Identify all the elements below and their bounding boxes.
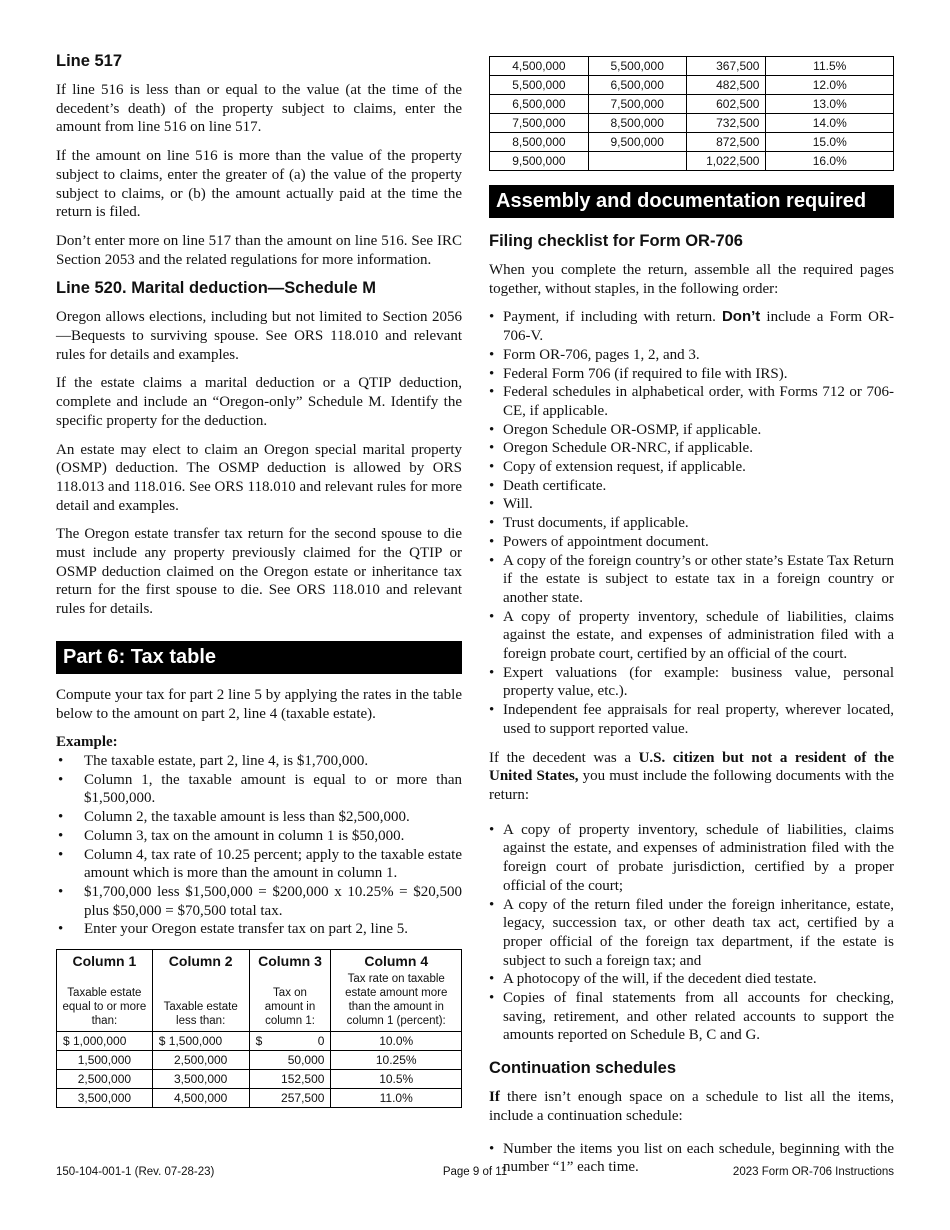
part-6-intro: Compute your tax for part 2 line 5 by applying the rates in the table below to the amount on part 2, line 4 (taxable estate). xyxy=(56,686,462,722)
table-row xyxy=(57,1051,462,1070)
column-1-subheader: Taxable estate equal to or more than: xyxy=(57,970,153,1032)
citizen-paragraph xyxy=(489,749,894,805)
right-column xyxy=(489,56,894,1187)
example-item: • Column 4, tax rate of 10.25 percent; apply to the taxable estate amount which is more than the amount in column 1. xyxy=(56,846,462,883)
tax-table-part-2 xyxy=(489,56,894,171)
form-number: 150-104-001-1 (Rev. 07-28-23) xyxy=(56,1166,215,1178)
list-item: • A copy of the foreign country’s or other state’s Estate Tax Return if the estate is subject to estate tax in a foreign country or another state. xyxy=(489,552,894,608)
line-520-heading: Line 520. Marital deduction—Schedule M xyxy=(56,279,376,298)
table-cell: 12.0% xyxy=(766,76,894,95)
table-row xyxy=(490,57,894,76)
example-label: Example: xyxy=(56,734,118,751)
list-item: • Powers of appointment document. xyxy=(489,533,894,552)
continuation-intro xyxy=(489,1088,894,1125)
table-row xyxy=(490,133,894,152)
table-cell: 16.0% xyxy=(766,152,894,171)
column-4-header: Column 4 xyxy=(331,950,462,971)
table-row xyxy=(490,76,894,95)
list-item: • Form OR-706, pages 1, 2, and 3. xyxy=(489,346,894,365)
list-item: • Death certificate. xyxy=(489,477,894,496)
table-cell: 50,000 xyxy=(249,1051,331,1070)
column-3-subheader: Tax on amount in column 1: xyxy=(249,970,331,1032)
table-value: 0 xyxy=(317,1034,325,1049)
table-cell: 6,500,000 xyxy=(588,76,686,95)
table-cell: 5,500,000 xyxy=(588,57,686,76)
left-column xyxy=(56,52,462,1108)
list-item: • A photocopy of the will, if the decedent died testate. xyxy=(489,970,894,989)
line-520-paragraph-1: Oregon allows elections, including but not limited to Section 2056—Bequests to surviving spouse. See ORS 118.010 and relevant rules for details and examples. xyxy=(56,309,462,363)
table-cell: 10.0% xyxy=(331,1032,462,1051)
assembly-section-bar: Assembly and documentation required xyxy=(489,185,894,218)
list-item: • Will. xyxy=(489,495,894,514)
table-cell: 4,500,000 xyxy=(152,1089,249,1108)
table-cell: 8,500,000 xyxy=(588,114,686,133)
table-row xyxy=(490,95,894,114)
part-6-section-bar: Part 6: Tax table xyxy=(56,641,462,674)
table-cell: 482,500 xyxy=(686,76,766,95)
list-item: • Federal schedules in alphabetical order, with Forms 712 or 706-CE, if applicable. xyxy=(489,383,894,420)
citizen-text: you must include the following documents with the return: xyxy=(489,768,894,803)
line-520-paragraph-3: An estate may elect to claim an Oregon special marital property (OSMP) deduction. The OSMP deduction is allowed by ORS 118.013 and 118.016. See ORS 118.010 and relevant rules for more detail and examples. xyxy=(56,441,462,514)
table-cell: 4,500,000 xyxy=(490,57,589,76)
checklist-intro: When you complete the return, assemble all the required pages together, without staples, in the following order: xyxy=(489,262,894,297)
list-item-bold: Don’t xyxy=(721,308,761,326)
example-item: • Column 3, tax on the amount in column 1 is $50,000. xyxy=(56,827,462,846)
list-item xyxy=(489,308,894,345)
table-cell: 1,022,500 xyxy=(686,152,766,171)
table-cell xyxy=(249,1032,331,1051)
table-cell: 367,500 xyxy=(686,57,766,76)
example-item: • The taxable estate, part 2, line 4, is $1,700,000. xyxy=(56,752,462,771)
table-cell: 5,500,000 xyxy=(490,76,589,95)
line-517-paragraph-1: If line 516 is less than or equal to the value (at the time of the decedent’s death) of the property subject to claims, enter the amount from line 516 on line 517. xyxy=(56,82,462,136)
table-cell: 602,500 xyxy=(686,95,766,114)
table-cell: 1,500,000 xyxy=(57,1051,153,1070)
column-3-header: Column 3 xyxy=(249,950,331,971)
table-cell: 152,500 xyxy=(249,1070,331,1089)
table-cell: 11.0% xyxy=(331,1089,462,1108)
list-item: • Oregon Schedule OR-NRC, if applicable. xyxy=(489,439,894,458)
table-cell: 7,500,000 xyxy=(490,114,589,133)
table-row xyxy=(490,152,894,171)
table-cell: 15.0% xyxy=(766,133,894,152)
table-cell: 10.25% xyxy=(331,1051,462,1070)
table-cell: 8,500,000 xyxy=(490,133,589,152)
column-2-header: Column 2 xyxy=(152,950,249,971)
line-520-paragraph-2: If the estate claims a marital deduction or a QTIP deduction, complete and include an “Oregon-only” Schedule M. Identify the specific property for the deduction. xyxy=(56,375,462,429)
citizen-list xyxy=(489,821,894,1045)
list-item-text: include a Form OR-706-V. xyxy=(503,309,894,345)
list-item: • A copy of property inventory, schedule of liabilities, claims against the estate, and expenses of administration filed with a foreign probate court, certified by an official of the court. xyxy=(489,608,894,664)
table-cell: $ 1,000,000 xyxy=(57,1032,153,1051)
table-cell: 3,500,000 xyxy=(57,1089,153,1108)
example-item: • $1,700,000 less $1,500,000 = $200,000 x 10.25% = $20,500 plus $50,000 = $70,500 total tax. xyxy=(56,883,462,920)
table-cell: 13.0% xyxy=(766,95,894,114)
table-cell xyxy=(588,152,686,171)
tax-table-part-1 xyxy=(56,949,462,1108)
example-item: • Column 2, the taxable amount is less than $2,500,000. xyxy=(56,808,462,827)
table-cell: 9,500,000 xyxy=(490,152,589,171)
line-517-paragraph-3: Don’t enter more on line 517 than the amount on line 516. See IRC Section 2053 and the related regulations for more information. xyxy=(56,232,462,268)
list-item: • A copy of property inventory, schedule of liabilities, claims against the estate, and expenses of administration filed with the foreign court of probate jurisdiction, certified by a proper official of the court; xyxy=(489,821,894,896)
table-cell: 11.5% xyxy=(766,57,894,76)
continuation-text: there isn’t enough space on a schedule to list all the items, include a continuation schedule: xyxy=(489,1089,894,1124)
table-cell: 257,500 xyxy=(249,1089,331,1108)
example-item: • Column 1, the taxable amount is equal to or more than $1,500,000. xyxy=(56,771,462,808)
filing-checklist-heading: Filing checklist for Form OR-706 xyxy=(489,232,743,250)
continuation-bold: If xyxy=(489,1089,500,1106)
checklist-list xyxy=(489,308,894,738)
table-cell: 6,500,000 xyxy=(490,95,589,114)
list-item: • Number the items you list on each schedule, beginning with the number “1” each time. xyxy=(489,1140,894,1177)
list-item-text: Payment, if including with return. xyxy=(503,309,722,326)
list-item: • A copy of the return filed under the foreign inheritance, estate, legacy, succession tax, or other death tax act, certified by a proper official of the foreign tax department, if the estate is subject to such a foreign tax; and xyxy=(489,896,894,971)
table-cell: 732,500 xyxy=(686,114,766,133)
citizen-bold: U.S. citizen but not a resident of the United States, xyxy=(489,749,894,785)
table-cell: 2,500,000 xyxy=(57,1070,153,1089)
table-cell: 2,500,000 xyxy=(152,1051,249,1070)
table-cell: $ 1,500,000 xyxy=(152,1032,249,1051)
table-cell: 872,500 xyxy=(686,133,766,152)
list-item: • Federal Form 706 (if required to file with IRS). xyxy=(489,365,894,384)
table-row xyxy=(57,1089,462,1108)
list-item: • Copies of final statements from all accounts for checking, saving, retirement, and other related accounts to support the amounts reported on Schedule B, C and G. xyxy=(489,989,894,1045)
table-cell: 7,500,000 xyxy=(588,95,686,114)
list-item: • Oregon Schedule OR-OSMP, if applicable. xyxy=(489,421,894,440)
line-520-paragraph-4: The Oregon estate transfer tax return for the second spouse to die must include any property previously claimed for the QTIP or OSMP deduction claimed on the Oregon estate or inheritance tax return for the first spouse to die. See ORS 118.010 and relevant rules for details. xyxy=(56,526,462,618)
example-item: • Enter your Oregon estate transfer tax on part 2, line 5. xyxy=(56,920,462,939)
column-1-header: Column 1 xyxy=(57,950,153,971)
citizen-text: If the decedent was a xyxy=(489,749,639,766)
table-cell: 14.0% xyxy=(766,114,894,133)
table-row xyxy=(57,1032,462,1051)
table-cell: 9,500,000 xyxy=(588,133,686,152)
table-cell: 3,500,000 xyxy=(152,1070,249,1089)
list-item: • Independent fee appraisals for real property, wherever located, used to support reported value. xyxy=(489,701,894,738)
dollar-sign: $ xyxy=(255,1034,263,1049)
continuation-heading: Continuation schedules xyxy=(489,1059,677,1078)
table-row xyxy=(490,114,894,133)
list-item: • Expert valuations (for example: business value, personal property value, etc.). xyxy=(489,664,894,701)
example-list xyxy=(56,752,462,939)
list-item: • Trust documents, if applicable. xyxy=(489,514,894,533)
column-2-subheader: Taxable estate less than: xyxy=(152,970,249,1032)
form-title: 2023 Form OR-706 Instructions xyxy=(732,1166,894,1178)
table-row xyxy=(57,1070,462,1089)
list-item: • Copy of extension request, if applicable. xyxy=(489,458,894,477)
line-517-heading: Line 517 xyxy=(56,52,123,70)
table-cell: 10.5% xyxy=(331,1070,462,1089)
line-517-paragraph-2: If the amount on line 516 is more than the value of the property subject to claims, enter the greater of (a) the value of the property subject to claims, or (b) the amount actually paid at the time the return is filed. xyxy=(56,148,462,221)
column-4-subheader: Tax rate on taxable estate amount more than the amount in column 1 (percent): xyxy=(331,970,462,1032)
page-number: Page 9 of 11 xyxy=(442,1166,508,1178)
